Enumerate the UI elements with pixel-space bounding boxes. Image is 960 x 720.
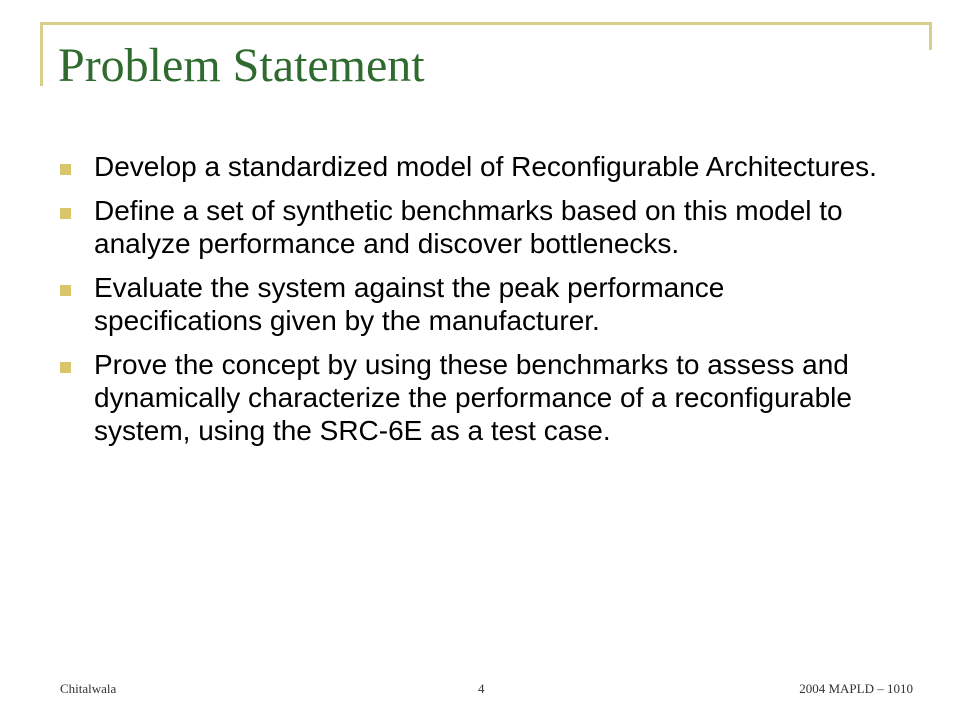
slide-title: Problem Statement [58, 39, 425, 92]
footer-page-number: 4 [478, 681, 485, 696]
footer-event: 2004 MAPLD – 1010 [799, 681, 913, 696]
frame-right-line [929, 22, 932, 50]
bullet-list [60, 150, 890, 458]
frame-left-line [40, 22, 43, 86]
bullet-item [60, 194, 890, 260]
bullet-item [60, 150, 890, 183]
bullet-text: Evaluate the system against the peak performance specifications given by the manufacturer. [94, 272, 725, 336]
square-bullet-icon [60, 285, 71, 296]
square-bullet-icon [60, 208, 71, 219]
square-bullet-icon [60, 164, 71, 175]
bullet-text: Develop a standardized model of Reconfigurable Architectures. [94, 151, 877, 182]
bullet-text: Prove the concept by using these benchmarks to assess and dynamically characterize the performance of a reconfigurable system, using the SRC-6E as a test case. [94, 349, 852, 446]
bullet-text: Define a set of synthetic benchmarks based on this model to analyze performance and discover bottlenecks. [94, 195, 843, 259]
footer-author: Chitalwala [60, 681, 117, 696]
bullet-item [60, 348, 890, 447]
frame-top-line [40, 22, 932, 25]
square-bullet-icon [60, 362, 71, 373]
bullet-item [60, 271, 890, 337]
